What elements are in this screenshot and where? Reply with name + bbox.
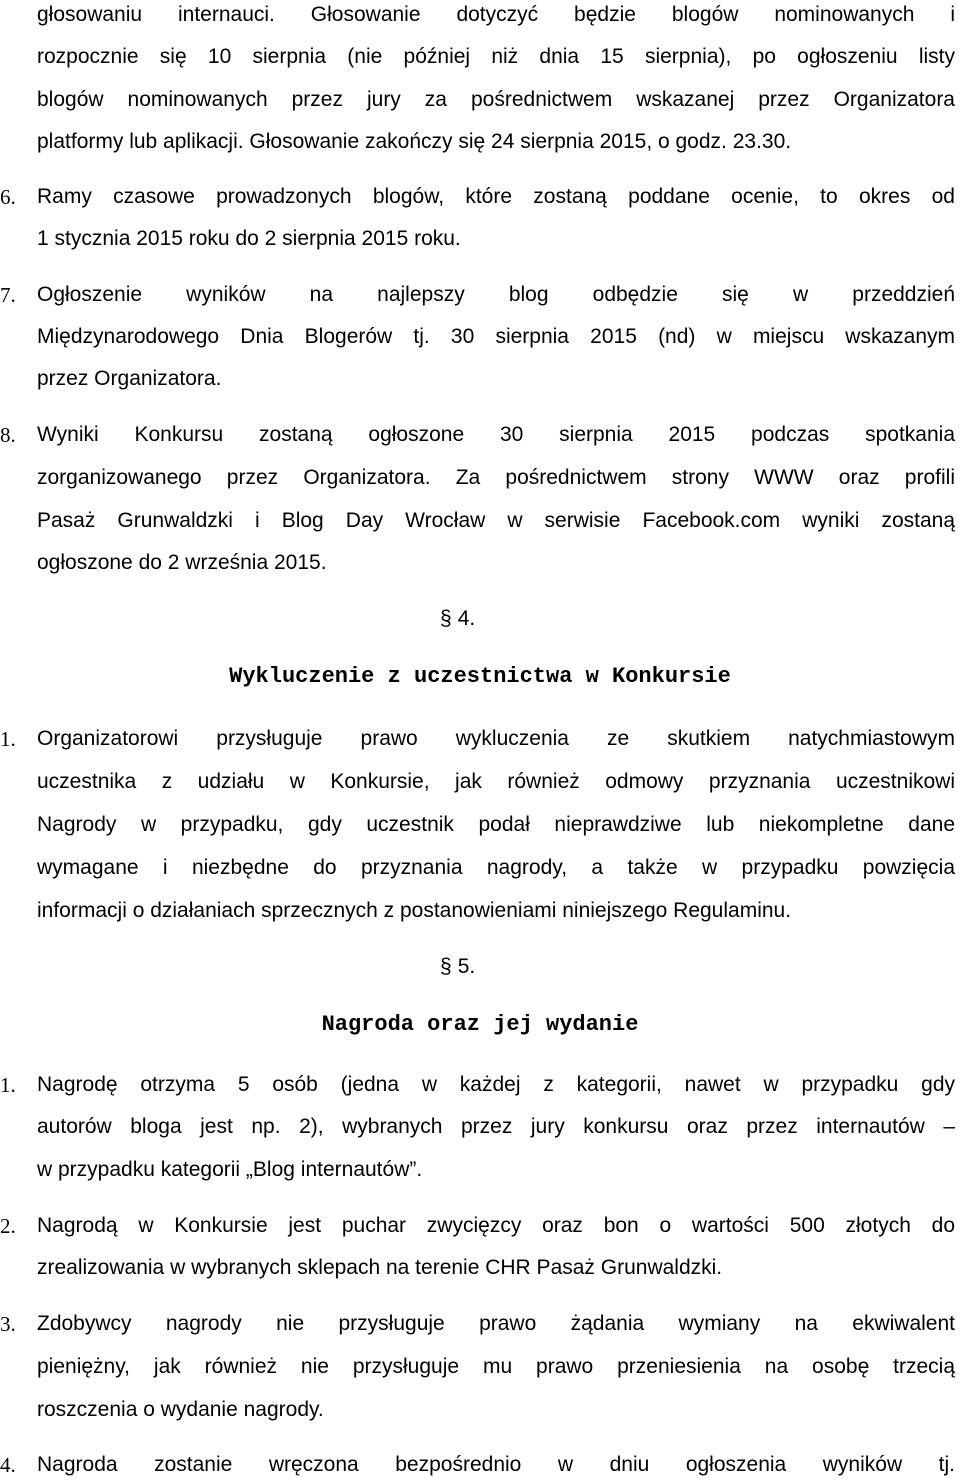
list-item [0,726,955,752]
section-title: Nagroda oraz jej wydanie [321,1012,639,1037]
item-line: Ramy czasowe prowadzonych blogów, które zostaną poddane ocenie, to okres od [37,185,955,208]
item-line: autorów bloga jest np. 2), wybranych przez jury konkursu oraz przez internautów – [37,1115,955,1138]
item-line: Nagrody w przypadku, gdy uczestnik podał nieprawdziwe lub niekompletne dane [37,813,955,836]
item-number: 6. [0,185,16,209]
section-number: § 4. [440,606,475,632]
list-item [0,1072,955,1098]
item-line: 1 stycznia 2015 roku do 2 sierpnia 2015 roku. [37,227,461,250]
item-line: informacji o działaniach sprzecznych z postanowieniami niniejszego Regulaminu. [37,899,792,922]
item-line: Międzynarodowego Dnia Blogerów tj. 30 sierpnia 2015 (nd) w miejscu wskazanym [37,325,955,348]
list-item [0,1452,955,1478]
paragraph-line: platformy lub aplikacji. Głosowanie zakończy się 24 sierpnia 2015, o godz. 23.30. [37,130,792,153]
list-item [0,1311,955,1337]
item-number: 1. [0,727,16,751]
item-line: uczestnika z udziału w Konkursie, jak również odmowy przyznania uczestnikowi [37,770,955,793]
item-line: Wyniki Konkursu zostaną ogłoszone 30 sierpnia 2015 podczas spotkania [37,423,955,446]
item-number: 3. [0,1312,16,1336]
item-line: zorganizowanego przez Organizatora. Za pośrednictwem strony WWW oraz profili [37,466,955,489]
item-number: 7. [0,283,16,307]
item-line: Zdobywcy nagrody nie przysługuje prawo żądania wymiany na ekwiwalent [37,1312,955,1335]
item-line: w przypadku kategorii „Blog internautów”. [37,1158,423,1181]
item-line: ogłoszone do 2 września 2015. [37,551,327,574]
item-line: Nagrodę otrzyma 5 osób (jedna w każdej z kategorii, nawet w przypadku gdy [37,1073,955,1096]
item-line: roszczenia o wydanie nagrody. [37,1398,324,1421]
item-line: przez Organizatora. [37,367,222,390]
paragraph-line: blogów nominowanych przez jury za pośrednictwem wskazanej przez Organizatora [37,88,955,111]
section-title: Wykluczenie z uczestnictwa w Konkursie [229,664,731,689]
item-line: wymagane i niezbędne do przyznania nagrody, a także w przypadku powzięcia [37,856,955,879]
item-number: 2. [0,1214,16,1238]
item-line: Pasaż Grunwaldzki i Blog Day Wrocław w serwisie Facebook.com wyniki zostaną [37,509,955,532]
item-line: Ogłoszenie wyników na najlepszy blog odbędzie się w przeddzień [37,283,955,306]
item-line: Nagroda zostanie wręczona bezpośrednio w dniu ogłoszenia wyników tj. [37,1453,955,1476]
item-line: Nagrodą w Konkursie jest puchar zwycięzcy oraz bon o wartości 500 złotych do [37,1214,955,1237]
paragraph-line: rozpocznie się 10 sierpnia (nie później niż dnia 15 sierpnia), po ogłoszeniu listy [37,45,955,68]
item-number: 1. [0,1073,16,1097]
list-item [0,1213,955,1239]
item-line: zrealizowania w wybranych sklepach na terenie CHR Pasaż Grunwaldzki. [37,1256,723,1279]
item-number: 4. [0,1453,16,1477]
list-item [0,422,955,448]
item-number: 8. [0,423,16,447]
section-number: § 5. [440,954,475,980]
list-item [0,184,955,210]
list-item [0,282,955,308]
item-line: Organizatorowi przysługuje prawo wykluczenia ze skutkiem natychmiastowym [37,727,955,750]
paragraph-line: głosowaniu internauci. Głosowanie dotyczyć będzie blogów nominowanych i [37,3,955,26]
item-line: pieniężny, jak również nie przysługuje mu prawo przeniesienia na osobę trzecią [37,1355,955,1378]
